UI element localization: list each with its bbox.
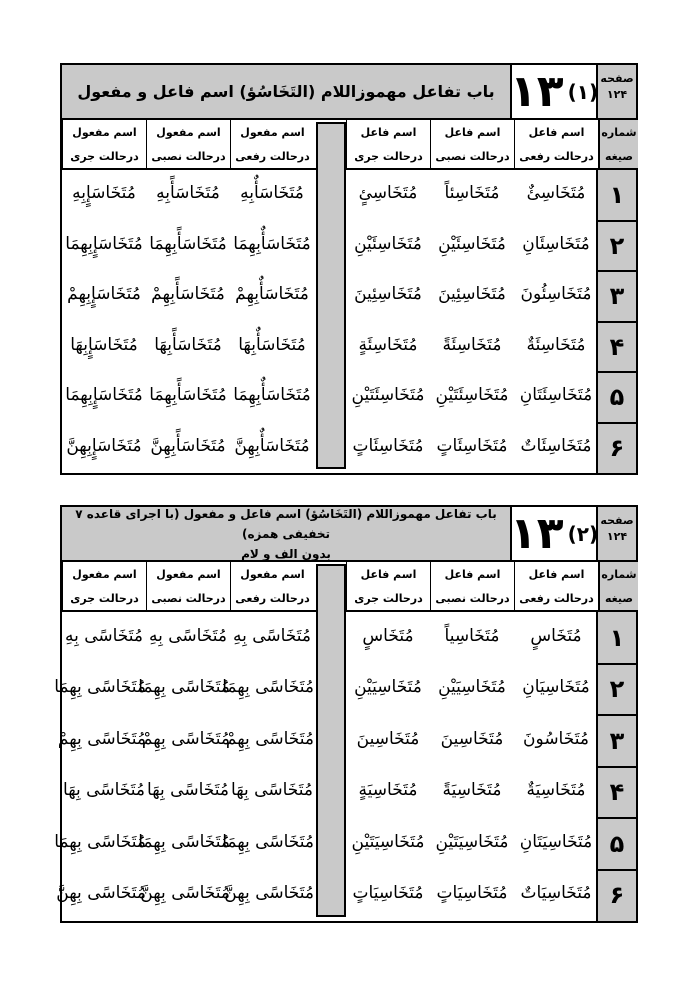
table-cell-m2: مُتَخَاسًى بِهِمَا	[138, 677, 230, 698]
row-divider	[596, 817, 636, 819]
table-cell-m2: مُتَخَاسًى بِهَا	[147, 780, 229, 801]
table-title: باب تفاعل مهموزاللام (التَخَاسُؤ) اسم فاعل و مفعول	[77, 82, 495, 101]
table-cell-f2: مُتَخَاسِيَةً	[442, 780, 502, 801]
header-line1: اسم مفعول	[72, 126, 137, 139]
table-cell-m2: مُتَخَاسَأًبِهِمَا	[149, 385, 227, 406]
table-cell-f3: مُتَخَاسِينَ	[356, 728, 420, 749]
table-cell-f2: مُتَخَاسِئَةً	[442, 334, 502, 355]
header-num	[598, 120, 638, 168]
table-cell-m3: مُتَخَاسَإٍبِهِمَا	[65, 385, 143, 406]
table-cell-m3: مُتَخَاسًى بِهِمَا	[54, 831, 146, 852]
row-divider	[596, 321, 636, 323]
header-line1: اسم فاعل	[360, 568, 417, 581]
header-line2: درحالت جری	[70, 150, 139, 163]
table-cell-m3: مُتَخَاسَإٍبِهِ	[72, 183, 136, 204]
page-reference	[596, 507, 636, 560]
header-row	[62, 120, 636, 170]
header-f1	[514, 120, 598, 168]
row-number: ۶	[596, 423, 636, 474]
table-cell-f1: مُتَخَاسِئَانِ	[522, 233, 590, 254]
page-number: ۱۲۴	[606, 530, 628, 543]
row-divider	[596, 714, 636, 716]
header-m3	[62, 562, 146, 610]
table-cell-f1: مُتَخَاسِئٌ	[526, 183, 586, 204]
table-cell-m1: مُتَخَاسَأٌبِهِمْ	[235, 284, 309, 305]
lesson-subnumber: (۱)	[567, 79, 599, 104]
header-line1: شماره	[601, 126, 637, 139]
header-line2: درحالت رفعی	[235, 150, 310, 163]
table-cell-f2: مُتَخَاسِئِينَ	[438, 284, 506, 305]
header-f2	[430, 120, 514, 168]
table-cell-f1: مُتَخَاسِئُونَ	[520, 284, 592, 305]
row-divider	[596, 663, 636, 665]
header-line2: صیغه	[605, 150, 633, 163]
row-number: ۲	[596, 664, 636, 716]
table-cell-m2: مُتَخَاسًى بِهِمْ	[141, 728, 230, 749]
lesson-number-box	[509, 65, 599, 118]
table-cell-m3: مُتَخَاسًى بِهَا	[63, 780, 145, 801]
table-cell-f3: مُتَخَاسِيَيْنِ	[354, 677, 422, 698]
table-cell-f3: مُتَخَاسٍ	[362, 625, 414, 646]
table-cell-f1: مُتَخَاسِيَاتٌ	[520, 883, 592, 904]
table-cell-f3: مُتَخَاسِئَتَيْنِ	[351, 385, 425, 406]
table-cell-m2: مُتَخَاسًى بِهِ	[148, 625, 228, 646]
table-cell-m1: مُتَخَاسًى بِهِ	[232, 625, 312, 646]
header-line1: اسم مفعول	[72, 568, 137, 581]
header-line2: درحالت نصبی	[435, 592, 510, 605]
table-cell-m2: مُتَخَاسًى بِهِنَّ	[140, 883, 230, 904]
table-cell-m2: مُتَخَاسَأًبِهِمْ	[151, 284, 225, 305]
table-cell-f2: مُتَخَاسِيَتَيْنِ	[435, 831, 509, 852]
header-line1: شماره	[601, 568, 637, 581]
header-line1: اسم فاعل	[444, 126, 501, 139]
table-cell-m1: مُتَخَاسًى بِهَا	[231, 780, 313, 801]
header-line1: اسم مفعول	[156, 568, 221, 581]
row-number: ۱	[596, 612, 636, 664]
header-m2	[146, 120, 230, 168]
table-cell-m1: مُتَخَاسَأٌبِهَا	[238, 334, 306, 355]
row-divider	[596, 270, 636, 272]
row-number: ۶	[596, 870, 636, 922]
table-cell-f3: مُتَخَاسِئَةٍ	[358, 334, 418, 355]
header-m1	[230, 562, 314, 610]
header-line2: درحالت نصبی	[435, 150, 510, 163]
header-line1: اسم مفعول	[240, 568, 305, 581]
table-cell-f1: مُتَخَاسِئَتَانِ	[519, 385, 593, 406]
table-cell-m1: مُتَخَاسَأٌبِهِمَا	[233, 233, 311, 254]
table-cell-m2: مُتَخَاسَأًبِهَا	[154, 334, 222, 355]
lesson-number: ۱۳	[509, 507, 564, 559]
table-cell-f1: مُتَخَاسُونَ	[523, 728, 589, 749]
table-cell-f3: مُتَخَاسِئٍ	[358, 183, 418, 204]
table-cell-m2: مُتَخَاسَأًبِهِنَّ	[150, 435, 226, 456]
table-cell-f3: مُتَخَاسِئَيْنِ	[354, 233, 422, 254]
row-number: ۳	[596, 271, 636, 322]
header-m1	[230, 120, 314, 168]
table-cell-f2: مُتَخَاسِئَتَيْنِ	[435, 385, 509, 406]
table-cell-f3: مُتَخَاسِيَاتٍ	[352, 883, 424, 904]
lesson-number-box	[509, 507, 599, 560]
row-number: ۴	[596, 322, 636, 373]
table-cell-m1: مُتَخَاسًى بِهِمَا	[222, 677, 314, 698]
table-title-line1: باب تفاعل مهموزاللام (التَخَاسُؤ) اسم فاعل و مفعول (با اجرای قاعده ۷ تخفیفی همزه)	[75, 506, 497, 541]
table-cell-f2: مُتَخَاسِئَيْنِ	[438, 233, 506, 254]
table-cell-f1: مُتَخَاسِيَانِ	[522, 677, 590, 698]
header-line2: درحالت رفعی	[235, 592, 310, 605]
lesson-number: ۱۳	[509, 65, 564, 117]
row-number: ۳	[596, 715, 636, 767]
page-reference	[596, 65, 636, 118]
header-line2: درحالت جری	[70, 592, 139, 605]
row-number: ۴	[596, 767, 636, 819]
header-num	[598, 562, 638, 610]
header-line2: درحالت نصبی	[151, 150, 226, 163]
header-line2: درحالت جری	[354, 592, 423, 605]
header-line2: درحالت رفعی	[519, 150, 594, 163]
table-cell-m3: مُتَخَاسًى بِهِنَّ	[56, 883, 146, 904]
table-cell-m3: مُتَخَاسَإٍبِهِمْ	[67, 284, 141, 305]
header-f2	[430, 562, 514, 610]
table-cell-m1: مُتَخَاسَأٌبِهِ	[240, 183, 304, 204]
header-line2: درحالت رفعی	[519, 592, 594, 605]
table-cell-f2: مُتَخَاسِياً	[444, 625, 500, 646]
table-cell-f2: مُتَخَاسِئاً	[444, 183, 500, 204]
table-cell-m3: مُتَخَاسَإٍبِهَا	[70, 334, 138, 355]
table-cell-m3: مُتَخَاسًى بِهِ	[64, 625, 144, 646]
header-row	[62, 562, 636, 612]
table-cell-m1: مُتَخَاسَأٌبِهِنَّ	[234, 435, 310, 456]
header-line2: صیغه	[605, 592, 633, 605]
table-cell-f2: مُتَخَاسِئَاتٍ	[436, 435, 508, 456]
table-cell-m3: مُتَخَاسَإٍبِهِمَا	[65, 233, 143, 254]
table-cell-f3: مُتَخَاسِئَاتٍ	[352, 435, 424, 456]
page-label: صفحه	[600, 514, 634, 527]
table-cell-m1: مُتَخَاسًى بِهِمَا	[222, 831, 314, 852]
table-cell-m1: مُتَخَاسَأٌبِهِمَا	[233, 385, 311, 406]
row-number: ۲	[596, 221, 636, 272]
row-divider	[596, 422, 636, 424]
table-cell-f3: مُتَخَاسِيَتَيْنِ	[351, 831, 425, 852]
table-cell-f1: مُتَخَاسٍ	[530, 625, 582, 646]
table-cell-f1: مُتَخَاسِيَةٌ	[526, 780, 586, 801]
lesson-subnumber: (۲)	[567, 521, 599, 546]
table-cell-m1: مُتَخَاسًى بِهِمْ	[225, 728, 314, 749]
header-m3	[62, 120, 146, 168]
table-cell-m2: مُتَخَاسَأًبِهِ	[156, 183, 220, 204]
header-line1: اسم مفعول	[156, 126, 221, 139]
header-line1: اسم فاعل	[528, 568, 585, 581]
table-title-bar	[62, 507, 636, 562]
table-cell-f1: مُتَخَاسِيَتَانِ	[519, 831, 593, 852]
row-number: ۵	[596, 372, 636, 423]
conjugation-table-2	[54, 505, 638, 923]
header-line2: درحالت نصبی	[151, 592, 226, 605]
table-cell-f3: مُتَخَاسِيَةٍ	[358, 780, 418, 801]
header-line1: اسم مفعول	[240, 126, 305, 139]
row-divider	[596, 371, 636, 373]
table-cell-f2: مُتَخَاسِيَاتٍ	[436, 883, 508, 904]
table-title-line2: بدون الف و لام	[241, 546, 331, 561]
table-cell-m3: مُتَخَاسًى بِهِمَا	[54, 677, 146, 698]
table-title	[62, 507, 510, 560]
row-divider	[596, 220, 636, 222]
page-number: ۱۲۴	[606, 88, 628, 101]
table-cell-m2: مُتَخَاسَأًبِهِمَا	[149, 233, 227, 254]
center-divider-column	[316, 564, 346, 917]
center-divider-column	[316, 122, 346, 469]
header-f1	[514, 562, 598, 610]
header-f3	[346, 120, 430, 168]
table-cell-f2: مُتَخَاسِينَ	[440, 728, 504, 749]
table-title-bar	[62, 65, 636, 120]
table-cell-m3: مُتَخَاسًى بِهِمْ	[57, 728, 146, 749]
header-line1: اسم فاعل	[360, 126, 417, 139]
conjugation-table-1	[60, 63, 638, 475]
table-cell-m2: مُتَخَاسًى بِهِمَا	[138, 831, 230, 852]
row-divider	[596, 869, 636, 871]
row-number: ۱	[596, 170, 636, 221]
table-cell-f1: مُتَخَاسِئَاتٌ	[520, 435, 592, 456]
page-label: صفحه	[600, 72, 634, 85]
table-cell-f1: مُتَخَاسِئَةٌ	[526, 334, 586, 355]
header-m2	[146, 562, 230, 610]
row-number: ۵	[596, 818, 636, 870]
table-cell-m1: مُتَخَاسًى بِهِنَّ	[224, 883, 314, 904]
table-cell-f3: مُتَخَاسِئِينَ	[354, 284, 422, 305]
header-line1: اسم فاعل	[444, 568, 501, 581]
header-line1: اسم فاعل	[528, 126, 585, 139]
table-cell-f2: مُتَخَاسِيَيْنِ	[438, 677, 506, 698]
header-f3	[346, 562, 430, 610]
header-line2: درحالت جری	[354, 150, 423, 163]
row-divider	[596, 766, 636, 768]
table-cell-m3: مُتَخَاسَإٍبِهِنَّ	[66, 435, 142, 456]
